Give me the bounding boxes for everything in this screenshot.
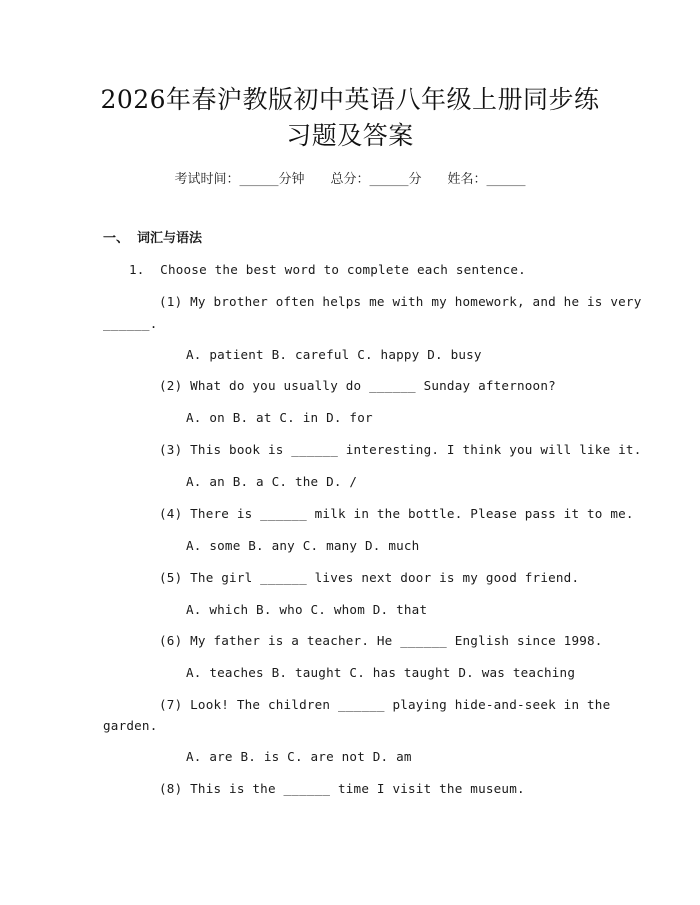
document-title-line-1: 2026年春沪教版初中英语八年级上册同步练 bbox=[100, 85, 600, 114]
question-item-stem: (3) This book is ______ interesting. I think you will like it. bbox=[159, 442, 642, 457]
question-item-options: A. are B. is C. are not D. am bbox=[186, 749, 412, 764]
question-item-options: A. teaches B. taught C. has taught D. was teaching bbox=[186, 665, 576, 680]
question-number: 1. bbox=[129, 262, 145, 277]
question-item-options: A. an B. a C. the D. / bbox=[186, 474, 358, 489]
question-item-stem-continued: ______. bbox=[103, 316, 158, 331]
question-item-options: A. patient B. careful C. happy D. busy bbox=[186, 347, 482, 362]
exam-meta bbox=[0, 168, 700, 187]
document-title-line-2: 习题及答案 bbox=[286, 121, 414, 150]
section-heading bbox=[103, 230, 202, 248]
question-item-stem: (4) There is ______ milk in the bottle. Please pass it to me. bbox=[159, 506, 634, 521]
question-item-options: A. on B. at C. in D. for bbox=[186, 410, 373, 425]
section-title: 词汇与语法 bbox=[137, 231, 203, 246]
question-item-options: A. which B. who C. whom D. that bbox=[186, 602, 428, 617]
question-item-stem-continued: garden. bbox=[103, 718, 158, 733]
question-item-stem: (2) What do you usually do ______ Sunday afternoon? bbox=[159, 378, 556, 393]
question-instruction bbox=[129, 261, 526, 279]
question-item-stem: (1) My brother often helps me with my homework, and he is very bbox=[159, 294, 642, 309]
question-item-options: A. some B. any C. many D. much bbox=[186, 538, 420, 553]
question-instruction-text: Choose the best word to complete each sentence. bbox=[160, 262, 526, 277]
question-item-stem: (7) Look! The children ______ playing hide-and-seek in the bbox=[159, 697, 611, 712]
question-item-stem: (5) The girl ______ lives next door is my good friend. bbox=[159, 570, 580, 585]
exam-time-field: 考试时间：______分钟 bbox=[174, 172, 305, 187]
student-name-field: 姓名：______ bbox=[447, 172, 526, 187]
total-score-field: 总分：______分 bbox=[330, 172, 422, 187]
question-item-stem: (6) My father is a teacher. He ______ English since 1998. bbox=[159, 633, 603, 648]
question-item-stem: (8) This is the ______ time I visit the museum. bbox=[159, 781, 525, 796]
section-number: 一、 bbox=[103, 231, 130, 246]
